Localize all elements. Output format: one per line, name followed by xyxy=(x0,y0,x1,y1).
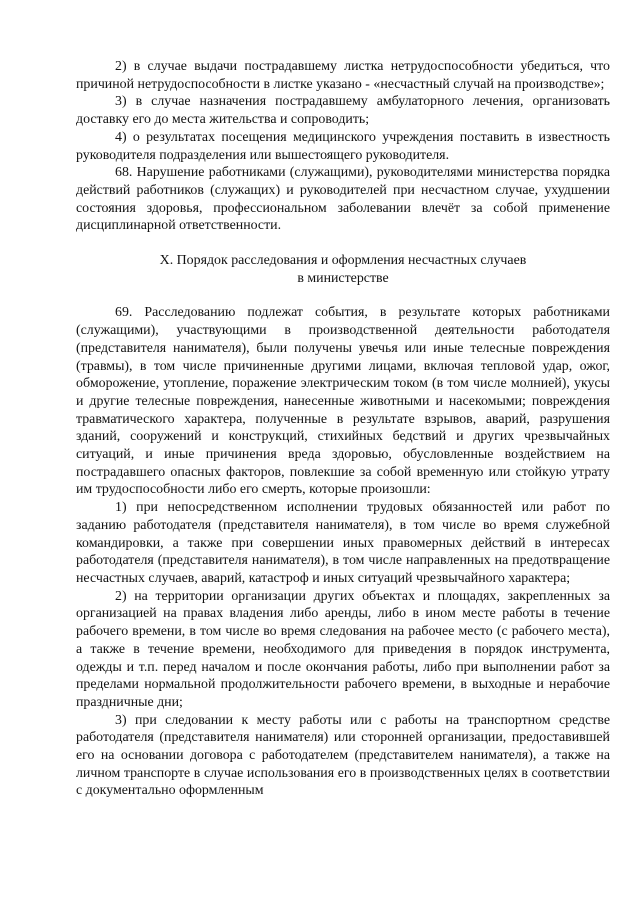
paragraph-69-item-3: 3) при следовании к месту работы или с работы на транспортном средстве работодателя (представителя нанимателя) или сторонней организации, предоставившей его на основании договора с работодателем (представителем нанимателя), а также на личном транспорте в случае использования его в производственных целях в соответствии с документально оформленным xyxy=(76,712,610,799)
paragraph-item-3: 3) в случае назначения пострадавшему амбулаторного лечения, организовать доставку его до места жительства и сопроводить; xyxy=(76,94,610,128)
section-heading-line-1: X. Порядок расследования и оформления несчастных случаев xyxy=(159,253,527,269)
section-heading xyxy=(76,252,610,287)
paragraph-item-2: 2) в случае выдачи пострадавшему листка нетрудоспособности убедиться, что причиной нетрудоспособности в листке указано - «несчастный случай на производстве»; xyxy=(76,59,610,92)
paragraph-item-4: 4) о результатах посещения медицинского учреждения поставить в известность руководителя подразделения или вышестоящего руководителя. xyxy=(76,129,610,163)
paragraph-69: 69. Расследованию подлежат события, в результате которых работниками (служащими), участвующими в производственной деятельности работодателя (представителя нанимателя), были получены увечья или иные телесные повреждения (травмы), в том числе причиненные другими лицами, включая тепловой удар, ожог, обморожение, утопление, поражение электрическим током (в том числе молнией), укусы и другие телесные повреждения, нанесенные животными и насекомыми; повреждения травматического характера, полученные в результате взрывов, аварий, разрушения зданий, сооружений и конструкций, стихийных бедствий и других чрезвычайных ситуаций, и иные причинения вреда здоровью, обусловленные воздействием на пострадавшего опасных факторов, повлекшие за собой временную или стойкую утрату им трудоспособности либо его смерть, которые произошли: xyxy=(76,305,610,498)
paragraph-69-item-2: 2) на территории организации других объектах и площадях, закрепленных за организацией на правах владения либо аренды, либо в ином месте работы в течение рабочего времени, в том числе во время следования на рабочее место (с рабочего места), а также в течение времени, необходимого для приведения в порядок инструмента, одежды и т.п. перед началом и после окончания работы, либо при выполнении работ за пределами нормальной продолжительности рабочего времени, в выходные и нерабочие праздничные дни; xyxy=(76,588,610,710)
paragraph-68: 68. Нарушение работниками (служащими), руководителями министерства порядка действий работников (служащих) и руководителей при несчастном случае, ухудшении состояния здоровья, профессиональном заболевании влечёт за собой применение дисциплинарной ответственности. xyxy=(76,165,610,234)
paragraph-69-item-1: 1) при непосредственном исполнении трудовых обязанностей или работ по заданию работодателя (представителя нанимателя), в том числе во время служебной командировки, а также при совершении иных правомерных действий в интересах работодателя (представителя нанимателя), в том числе направленных на предотвращение несчастных случаев, аварий, катастроф и иных ситуаций чрезвычайного характера; xyxy=(76,500,610,586)
document-body xyxy=(76,58,610,800)
section-heading-line-2: в министерстве xyxy=(297,270,389,286)
